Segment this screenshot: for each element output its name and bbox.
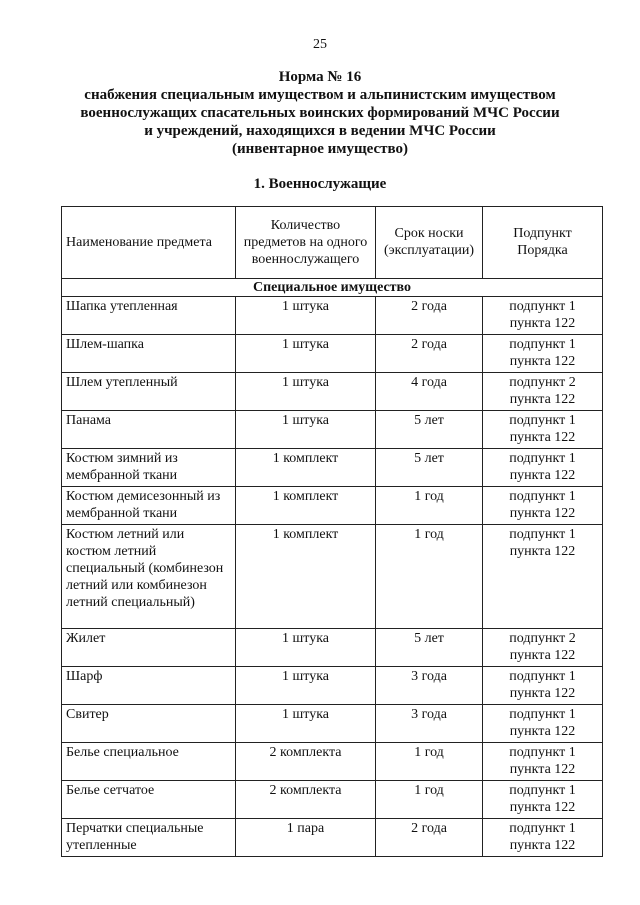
item-reference-cell: подпункт 1 пункта 122 xyxy=(483,335,603,373)
heading-line: Норма № 16 xyxy=(278,69,362,85)
item-reference-cell: подпункт 1 пункта 122 xyxy=(483,297,603,335)
item-quantity-cell: 1 штука xyxy=(236,411,376,449)
page-number: 25 xyxy=(313,37,327,52)
item-quantity-cell: 1 штука xyxy=(236,297,376,335)
header-quantity: Количество предметов на одного военнослужащего xyxy=(236,207,376,279)
item-term-cell: 3 года xyxy=(376,667,483,705)
group-row xyxy=(62,279,603,297)
table-row xyxy=(62,743,603,781)
table-row xyxy=(62,629,603,667)
item-quantity-cell: 1 штука xyxy=(236,629,376,667)
item-term-cell: 5 лет xyxy=(376,449,483,487)
table-header-row xyxy=(62,207,603,279)
item-quantity-cell: 2 комплекта xyxy=(236,781,376,819)
item-term-cell: 5 лет xyxy=(376,411,483,449)
document-heading xyxy=(0,68,640,158)
table-row xyxy=(62,525,603,629)
table-row xyxy=(62,373,603,411)
table-row xyxy=(62,487,603,525)
item-term-cell: 5 лет xyxy=(376,629,483,667)
table-row xyxy=(62,335,603,373)
item-term-cell: 2 года xyxy=(376,335,483,373)
item-reference-cell: подпункт 1 пункта 122 xyxy=(483,449,603,487)
item-reference-cell: подпункт 2 пункта 122 xyxy=(483,629,603,667)
item-name-cell: Свитер xyxy=(62,705,236,743)
item-name-cell: Шарф xyxy=(62,667,236,705)
header-term: Срок носки (эксплуатации) xyxy=(376,207,483,279)
table-row xyxy=(62,705,603,743)
item-name-cell: Шапка утепленная xyxy=(62,297,236,335)
item-term-cell: 4 года xyxy=(376,373,483,411)
table-row xyxy=(62,297,603,335)
heading-line: (инвентарное имущество) xyxy=(231,141,408,157)
table-row xyxy=(62,411,603,449)
item-name-cell: Перчатки специальные утепленные xyxy=(62,819,236,857)
section-title: 1. Военнослужащие xyxy=(253,176,387,192)
item-reference-cell: подпункт 1 пункта 122 xyxy=(483,743,603,781)
item-quantity-cell: 1 штука xyxy=(236,667,376,705)
item-reference-cell: подпункт 1 пункта 122 xyxy=(483,781,603,819)
heading-line: и учреждений, находящихся в ведении МЧС России xyxy=(144,123,496,139)
table-row xyxy=(62,819,603,857)
item-quantity-cell: 2 комплекта xyxy=(236,743,376,781)
item-term-cell: 2 года xyxy=(376,297,483,335)
item-term-cell: 1 год xyxy=(376,525,483,629)
heading-line: снабжения специальным имуществом и альпинистским имуществом xyxy=(84,87,556,103)
item-name-cell: Белье сетчатое xyxy=(62,781,236,819)
table-row xyxy=(62,449,603,487)
item-name-cell: Шлем утепленный xyxy=(62,373,236,411)
item-quantity-cell: 1 штука xyxy=(236,705,376,743)
item-quantity-cell: 1 штука xyxy=(236,373,376,411)
item-reference-cell: подпункт 1 пункта 122 xyxy=(483,411,603,449)
item-reference-cell: подпункт 1 пункта 122 xyxy=(483,705,603,743)
item-name-cell: Белье специальное xyxy=(62,743,236,781)
item-quantity-cell: 1 комплект xyxy=(236,449,376,487)
item-name-cell: Костюм летний или костюм летний специальный (комбинезон летний или комбинезон летний специальный) xyxy=(62,525,236,629)
header-name: Наименование предмета xyxy=(62,207,236,279)
header-reference: Подпункт Порядка xyxy=(483,207,603,279)
item-reference-cell: подпункт 1 пункта 122 xyxy=(483,667,603,705)
item-name-cell: Жилет xyxy=(62,629,236,667)
heading-line: военнослужащих спасательных воинских формирований МЧС России xyxy=(80,105,560,121)
item-name-cell: Панама xyxy=(62,411,236,449)
item-term-cell: 1 год xyxy=(376,743,483,781)
item-reference-cell: подпункт 1 пункта 122 xyxy=(483,819,603,857)
table-row xyxy=(62,667,603,705)
item-term-cell: 2 года xyxy=(376,819,483,857)
item-reference-cell: подпункт 1 пункта 122 xyxy=(483,487,603,525)
item-name-cell: Костюм демисезонный из мембранной ткани xyxy=(62,487,236,525)
item-reference-cell: подпункт 2 пункта 122 xyxy=(483,373,603,411)
norms-table xyxy=(61,206,603,857)
item-quantity-cell: 1 комплект xyxy=(236,525,376,629)
group-title: Специальное имущество xyxy=(62,279,603,297)
item-name-cell: Шлем-шапка xyxy=(62,335,236,373)
item-quantity-cell: 1 комплект xyxy=(236,487,376,525)
item-quantity-cell: 1 пара xyxy=(236,819,376,857)
item-term-cell: 1 год xyxy=(376,781,483,819)
table-row xyxy=(62,781,603,819)
item-term-cell: 1 год xyxy=(376,487,483,525)
item-reference-cell: подпункт 1 пункта 122 xyxy=(483,525,603,629)
item-term-cell: 3 года xyxy=(376,705,483,743)
item-name-cell: Костюм зимний из мембранной ткани xyxy=(62,449,236,487)
item-quantity-cell: 1 штука xyxy=(236,335,376,373)
